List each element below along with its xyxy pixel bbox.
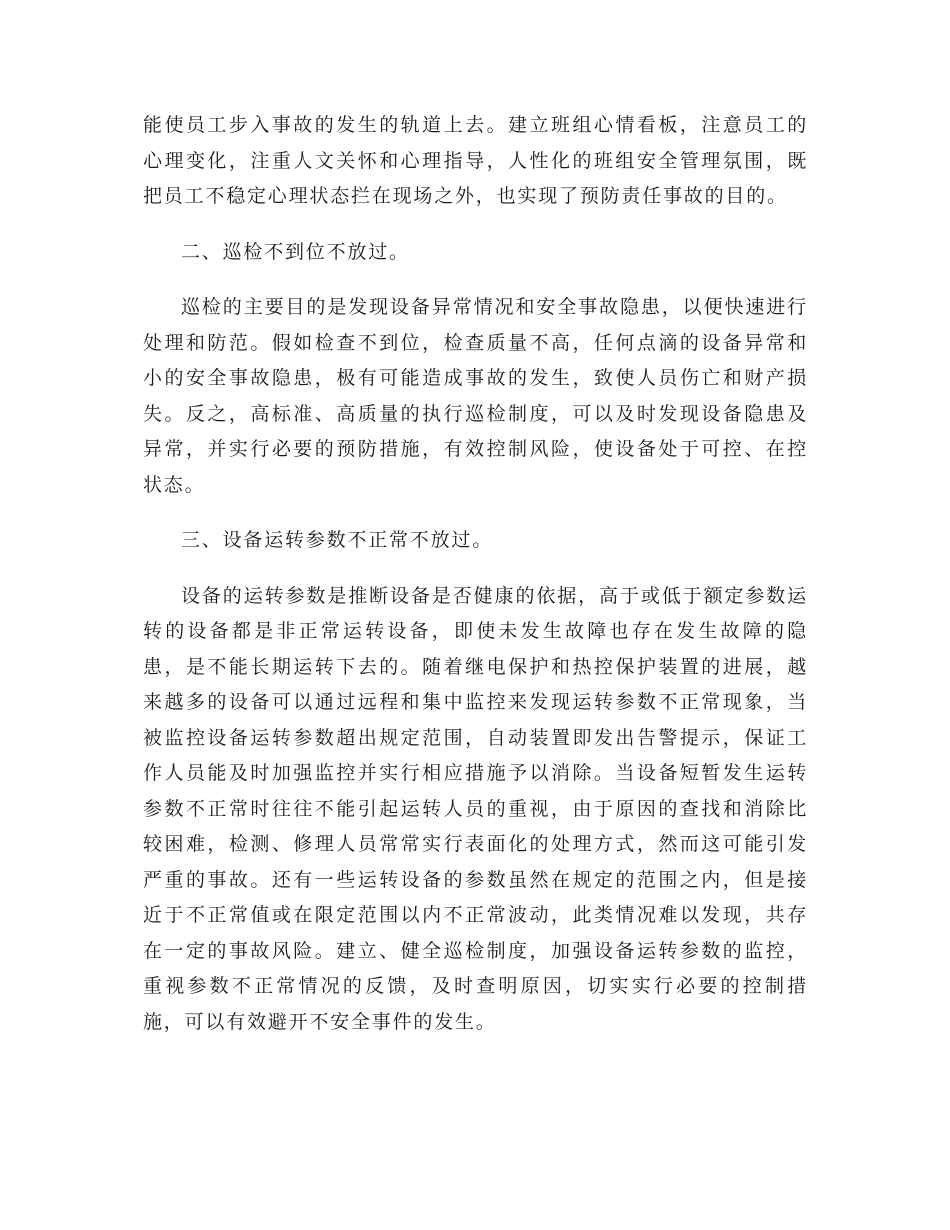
section-heading-2: 二、巡检不到位不放过。 — [181, 240, 410, 263]
document-body — [143, 108, 808, 1040]
paragraph-parameters: 设备的运转参数是推断设备是否健康的依据，高于或低于额定参数运转的设备都是非正常运转设备，即使未发生故障也存在发生故障的隐患，是不能长期运转下去的。随着继电保护和热控保护装置的进展，越来越多的设备可以通过远程和集中监控来发现运转参数不正常现象，当被监控设备运转参数超出规定范围，自动装置即发出告警提示，保证工作人员能及时加强监控并实行相应措施予以消除。当设备短暂发生运转参数不正常时往往不能引起运转人员的重视，由于原因的查找和消除比较困难，检测、修理人员常常实行表面化的处理方式，然而这可能引发严重的事故。还有一些运转设备的参数虽然在规定的范围之内，但是接近于不正常值或在限定范围以内不正常波动，此类情况难以发现，共存在一定的事故风险。建立、健全巡检制度，加强设备运转参数的监控，重视参数不正常情况的反馈，及时查明原因，切实实行必要的控制措施，可以有效避开不安全事件的发生。 — [143, 584, 808, 1033]
paragraph-continued: 能使员工步入事故的发生的轨道上去。建立班组心情看板，注意员工的心理变化，注重人文关怀和心理指导，人性化的班组安全管理氛围，既把员工不稳定心理状态拦在现场之外，也实现了预防责任事故的目的。 — [143, 114, 808, 207]
paragraph-inspection: 巡检的主要目的是发现设备异常情况和安全事故隐患，以便快速进行处理和防范。假如检查不到位，检查质量不高，任何点滴的设备异常和小的安全事故隐患，极有可能造成事故的发生，致使人员伤亡和财产损失。反之，高标准、高质量的执行巡检制度，可以及时发现设备隐患及异常，并实行必要的预防措施，有效控制风险，使设备处于可控、在控状态。 — [143, 296, 808, 496]
section-heading-3: 三、设备运转参数不正常不放过。 — [181, 529, 494, 551]
